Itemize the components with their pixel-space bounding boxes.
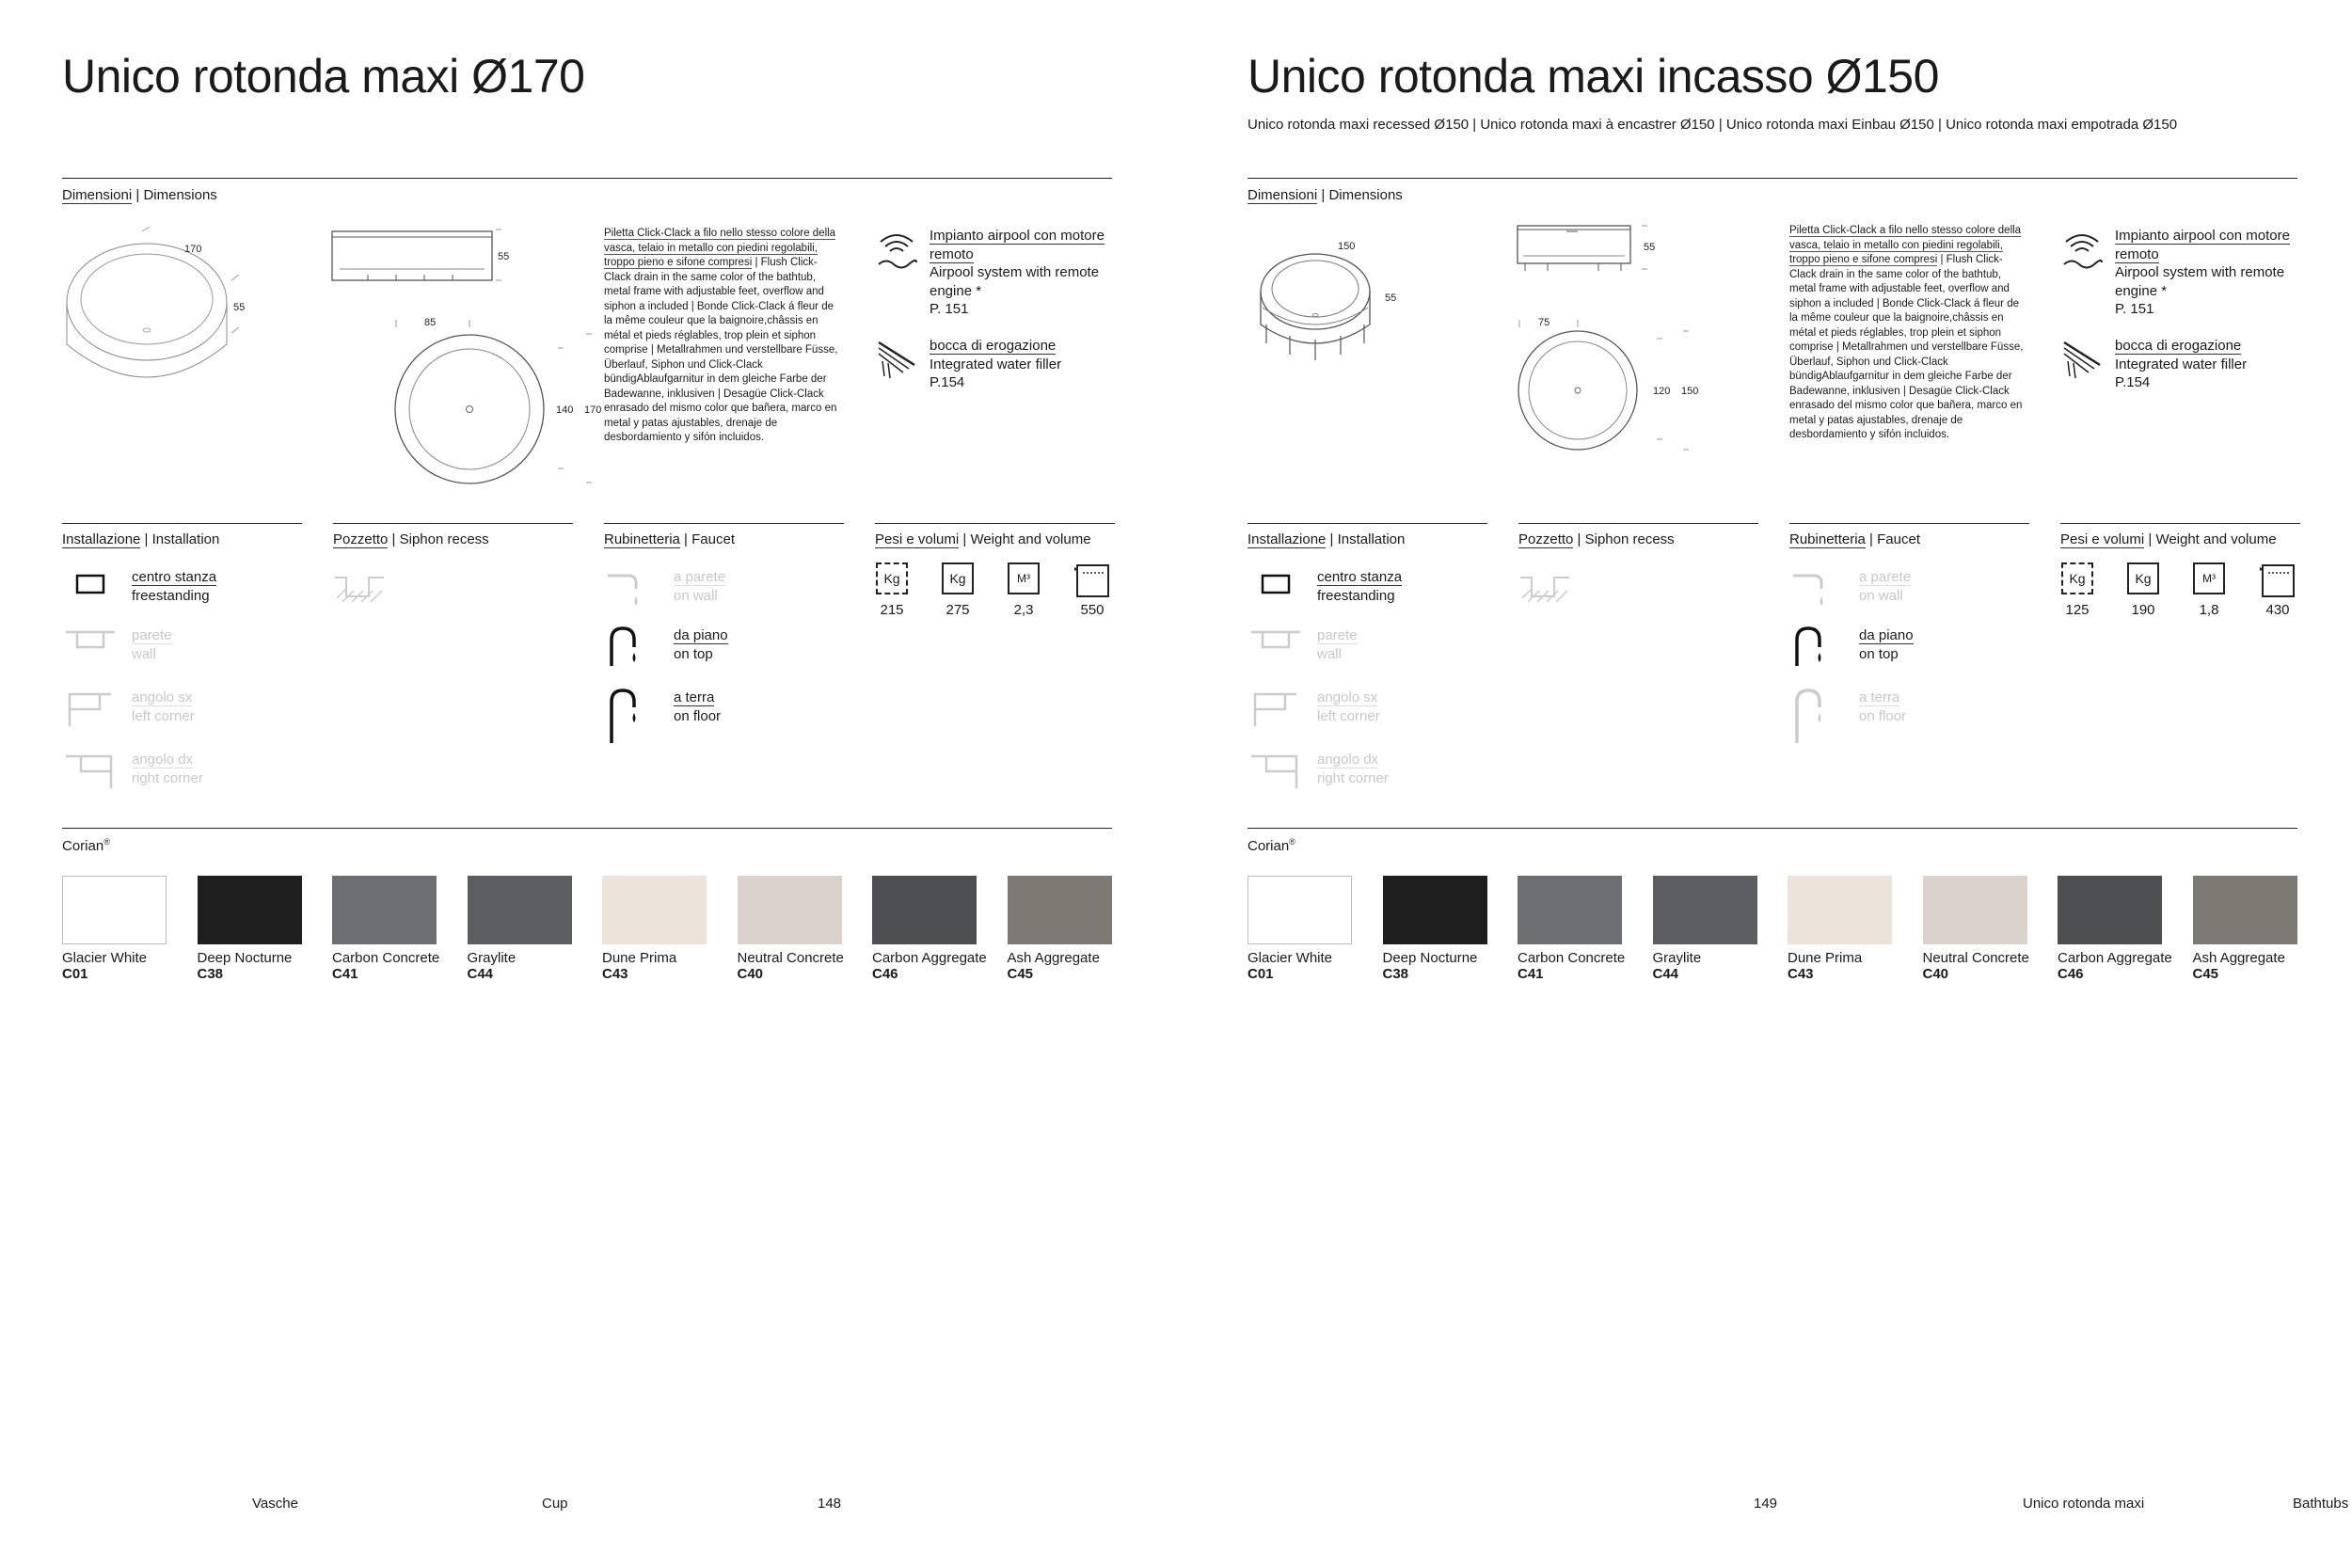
color-swatch xyxy=(1923,876,2027,982)
siphon-section xyxy=(1518,523,1758,617)
faucet-option-top: da piano on top xyxy=(604,626,844,673)
color-swatch xyxy=(1248,876,1352,982)
page-number: 148 xyxy=(818,1496,842,1512)
page-title: Unico rotonda maxi incasso Ø150 xyxy=(1248,50,1939,103)
swatch-name: Ash Aggregate xyxy=(2192,950,2285,966)
feature-airpool xyxy=(875,227,1120,321)
footer-section: Bathtubs xyxy=(2293,1496,2349,1512)
divider xyxy=(1248,178,2297,179)
freestanding-icon xyxy=(1248,568,1304,610)
water-filler-icon xyxy=(2060,337,2104,380)
swatch-name: Graylite xyxy=(467,950,516,966)
siphon-recess-icon xyxy=(1518,570,1575,604)
installation-section xyxy=(1248,523,1487,796)
install-option-wall: parete wall xyxy=(62,626,302,673)
swatch-chip xyxy=(468,876,572,944)
floor-faucet-icon xyxy=(1789,689,1846,745)
color-swatch xyxy=(198,876,302,982)
color-swatch xyxy=(602,876,707,982)
color-swatch xyxy=(468,876,572,982)
tub-perspective-drawing xyxy=(62,222,260,391)
swatch-name: Deep Nocturne xyxy=(1382,950,1478,966)
swatch-chip xyxy=(872,876,977,944)
color-swatch xyxy=(2193,876,2297,982)
faucet-option-wall: a parete on wall xyxy=(1789,568,2029,615)
swatch-chip xyxy=(1248,876,1352,944)
divider xyxy=(62,828,1112,829)
color-swatch xyxy=(332,876,440,982)
dim-label: 75 xyxy=(1538,317,1550,328)
color-swatch xyxy=(1383,876,1487,982)
right-corner-icon xyxy=(1248,751,1304,792)
swatch-name: Neutral Concrete xyxy=(737,950,844,966)
airpool-icon xyxy=(875,227,918,270)
feature-water-filler xyxy=(875,337,1120,403)
floor-faucet-icon xyxy=(604,689,660,745)
swatch-chip xyxy=(332,876,437,944)
swatch-name: Neutral Concrete xyxy=(1922,950,2029,966)
faucet-option-wall: a parete on wall xyxy=(604,568,844,615)
faucet-header: Rubinetteria | Faucet xyxy=(1789,523,2029,547)
airpool-icon xyxy=(2060,227,2104,270)
swatch-name: Glacier White xyxy=(1248,950,1333,966)
color-swatch xyxy=(1008,876,1112,982)
tub-side-view-drawing xyxy=(330,222,518,288)
color-swatch xyxy=(62,876,167,982)
color-swatch xyxy=(738,876,842,982)
footer-collection: Cup xyxy=(542,1496,568,1512)
swatch-chip xyxy=(2193,876,2297,944)
swatch-code: C41 xyxy=(1518,966,1544,982)
dim-label: 55 xyxy=(498,251,510,262)
color-swatch xyxy=(1653,876,1757,982)
feature-page: P. 151 xyxy=(930,301,969,317)
swatch-chip xyxy=(1008,876,1112,944)
weights-header: Pesi e volumi | Weight and volume xyxy=(875,523,1115,547)
color-swatch xyxy=(2058,876,2172,982)
swatch-code: C41 xyxy=(332,966,358,982)
swatch-code: C46 xyxy=(872,966,898,982)
swatch-code: C01 xyxy=(1248,966,1274,982)
swatch-name: Deep Nocturne xyxy=(197,950,293,966)
swatch-code: C45 xyxy=(2192,966,2219,982)
install-option-freestanding: centro stanza freestanding xyxy=(1248,568,1487,615)
siphon-section xyxy=(333,523,573,617)
dim-label: 170 xyxy=(184,244,202,255)
swatch-name: Dune Prima xyxy=(1788,950,1863,966)
freestanding-icon xyxy=(62,568,119,610)
wall-faucet-icon xyxy=(1789,568,1846,610)
feature-desc: Airpool system with remote engine * xyxy=(2115,264,2285,299)
left-corner-icon xyxy=(62,689,119,730)
swatch-code: C38 xyxy=(197,966,224,982)
feature-desc: Airpool system with remote engine * xyxy=(930,264,1100,299)
water-capacity-icon xyxy=(2259,562,2296,598)
swatch-chip xyxy=(1923,876,2027,944)
weight-full: Kg 275 xyxy=(931,562,984,618)
faucet-option-floor: a terra on floor xyxy=(604,689,844,749)
swatch-chip xyxy=(2058,876,2162,944)
swatch-chip xyxy=(1518,876,1622,944)
water-capacity: 550 xyxy=(1066,562,1119,618)
swatch-name: Glacier White xyxy=(62,950,148,966)
divider xyxy=(1248,828,2297,829)
dim-label: 150 xyxy=(1338,241,1356,252)
faucet-option-top: da piano on top xyxy=(1789,626,2029,673)
dim-label: 170 xyxy=(584,404,602,416)
wall-faucet-icon xyxy=(604,568,660,610)
swatch-code: C43 xyxy=(1788,966,1814,982)
feature-desc: Integrated water filler xyxy=(930,356,1062,372)
divider xyxy=(62,178,1112,179)
water-capacity-icon xyxy=(1073,562,1111,598)
right-page xyxy=(1176,0,2352,1568)
right-corner-icon xyxy=(62,751,119,792)
install-option-freestanding: centro stanza freestanding xyxy=(62,568,302,615)
feature-airpool xyxy=(2060,227,2305,321)
feature-water-filler xyxy=(2060,337,2305,403)
feature-page: P.154 xyxy=(930,374,965,390)
swatch-chip xyxy=(1788,876,1892,944)
swatch-code: C45 xyxy=(1007,966,1034,982)
color-swatch xyxy=(1788,876,1892,982)
faucet-header: Rubinetteria | Faucet xyxy=(604,523,844,547)
wall-install-icon xyxy=(62,626,119,668)
faucet-option-floor: a terra on floor xyxy=(1789,689,2029,749)
installation-header: Installazione | Installation xyxy=(62,523,302,547)
page-subtitle: Unico rotonda maxi recessed Ø150 | Unico rotonda maxi à encastrer Ø150 | Unico rotonda maxi Einbau Ø150 | Unico rotonda maxi empotrada Ø150 xyxy=(1248,117,2178,133)
swatch-chip xyxy=(198,876,302,944)
feature-title: Impianto airpool con motore remoto xyxy=(2115,228,2290,262)
deck-faucet-icon xyxy=(1789,626,1846,668)
install-option-right-corner: angolo dx right corner xyxy=(62,751,302,798)
footer-section: Vasche xyxy=(252,1496,298,1512)
swatch-code: C43 xyxy=(602,966,628,982)
weight-full: Kg 190 xyxy=(2117,562,2169,618)
dimensions-header: Dimensioni | Dimensions xyxy=(62,187,217,203)
weights-section xyxy=(875,523,1115,636)
swatch-name: Carbon Aggregate xyxy=(2058,950,2172,966)
swatch-code: C44 xyxy=(467,966,494,982)
dim-label: 150 xyxy=(1681,386,1699,397)
weight-empty: Kg 215 xyxy=(866,562,918,618)
left-corner-icon xyxy=(1248,689,1304,730)
color-swatch xyxy=(1518,876,1626,982)
swatch-code: C01 xyxy=(62,966,88,982)
tub-top-view-drawing xyxy=(330,310,575,494)
feature-page: P. 151 xyxy=(2115,301,2154,317)
swatch-name: Ash Aggregate xyxy=(1007,950,1100,966)
tub-top-view-drawing xyxy=(1516,310,1732,461)
swatch-name: Carbon Aggregate xyxy=(872,950,987,966)
tub-side-view-drawing xyxy=(1516,222,1704,278)
page-title: Unico rotonda maxi Ø170 xyxy=(62,50,585,103)
installation-header: Installazione | Installation xyxy=(1248,523,1487,547)
swatch-code: C44 xyxy=(1652,966,1679,982)
dim-label: 55 xyxy=(1385,293,1397,304)
dim-label: 85 xyxy=(424,317,437,328)
corian-header: Corian® xyxy=(62,837,110,854)
install-option-wall: parete wall xyxy=(1248,626,1487,673)
swatch-chip xyxy=(738,876,842,944)
page-number: 149 xyxy=(1754,1496,1778,1512)
color-swatch xyxy=(872,876,987,982)
siphon-header: Pozzetto | Siphon recess xyxy=(333,523,573,547)
swatch-chip xyxy=(602,876,707,944)
feature-title: bocca di erogazione xyxy=(930,338,1057,354)
swatch-chip xyxy=(1653,876,1757,944)
volume: M³ 2,3 xyxy=(997,562,1050,618)
install-option-left-corner: angolo sx left corner xyxy=(62,689,302,736)
footer-collection: Unico rotonda maxi xyxy=(2023,1496,2145,1512)
swatch-chip xyxy=(62,876,167,944)
deck-faucet-icon xyxy=(604,626,660,668)
swatch-code: C46 xyxy=(2058,966,2084,982)
dim-label: 55 xyxy=(233,302,246,313)
drain-description: Piletta Click-Clack a filo nello stesso colore della vasca, telaio in metallo con piedini regolabili, troppo pieno e sifone compresi | Flush Click-Clack drain in the same color of the bathtub, metal frame with adjustable feet, overflow and siphon a included | Bonde Click-Clack á fleur de la même couleur que la baignoire,châssis en métal et pieds réglables, trop plein et siphon comprise | Metallrahmen und verstellbare Füsse, Überlauf, Siphon und Click-Clack bündigAblaufgarnitur in dem gleiche Farbe der Badewanne, inklusiven | Desagüe Click-Clack enrasado del mismo color que bañera, marco en metal y patas ajustables, drenaje de desbordamiento y sifón incluidos. xyxy=(1789,225,2024,440)
swatch-name: Graylite xyxy=(1652,950,1702,966)
weight-empty: Kg 125 xyxy=(2051,562,2104,618)
install-option-left-corner: angolo sx left corner xyxy=(1248,689,1487,736)
install-option-right-corner: angolo dx right corner xyxy=(1248,751,1487,798)
installation-section xyxy=(62,523,302,796)
weights-section xyxy=(2060,523,2300,636)
tub-perspective-drawing xyxy=(1248,230,1436,372)
water-filler-icon xyxy=(875,337,918,380)
dim-label: 120 xyxy=(1653,386,1671,397)
swatch-code: C40 xyxy=(737,966,764,982)
swatch-code: C40 xyxy=(1922,966,1949,982)
swatch-name: Dune Prima xyxy=(602,950,677,966)
siphon-header: Pozzetto | Siphon recess xyxy=(1518,523,1758,547)
siphon-recess-icon xyxy=(333,570,389,604)
feature-title: Impianto airpool con motore remoto xyxy=(930,228,1104,262)
feature-page: P.154 xyxy=(2115,374,2151,390)
dim-label: 55 xyxy=(1644,242,1656,253)
volume: M³ 1,8 xyxy=(2183,562,2235,618)
swatch-code: C38 xyxy=(1382,966,1409,982)
feature-desc: Integrated water filler xyxy=(2115,356,2248,372)
corian-header: Corian® xyxy=(1248,837,1295,854)
swatch-name: Carbon Concrete xyxy=(1518,950,1626,966)
swatch-name: Carbon Concrete xyxy=(332,950,440,966)
feature-title: bocca di erogazione xyxy=(2115,338,2242,354)
wall-install-icon xyxy=(1248,626,1304,668)
drain-description: Piletta Click-Clack a filo nello stesso colore della vasca, telaio in metallo con piedini regolabili, troppo pieno e sifone compresi | Flush Click-Clack drain in the same color of the bathtub, metal frame with adjustable feet, overflow and siphon a included | Bonde Click-Clack á fleur de la même couleur que la baignoire,châssis en métal et pieds réglables, trop plein et siphon comprise | Metallrahmen und verstellbare Füsse, Überlauf, Siphon und Click-Clack bündigAblaufgarnitur in dem gleiche Farbe der Badewanne, inklusiven | Desagüe Click-Clack enrasado del mismo color que bañera, marco en metal y patas ajustables, drenaje de desbordamiento y sifón incluidos. xyxy=(604,228,838,443)
dim-label: 140 xyxy=(556,404,574,416)
water-capacity: 430 xyxy=(2251,562,2304,618)
faucet-section xyxy=(604,523,844,749)
weights-header: Pesi e volumi | Weight and volume xyxy=(2060,523,2300,547)
dimensions-header: Dimensioni | Dimensions xyxy=(1248,187,1403,203)
faucet-section xyxy=(1789,523,2029,749)
swatch-chip xyxy=(1383,876,1487,944)
